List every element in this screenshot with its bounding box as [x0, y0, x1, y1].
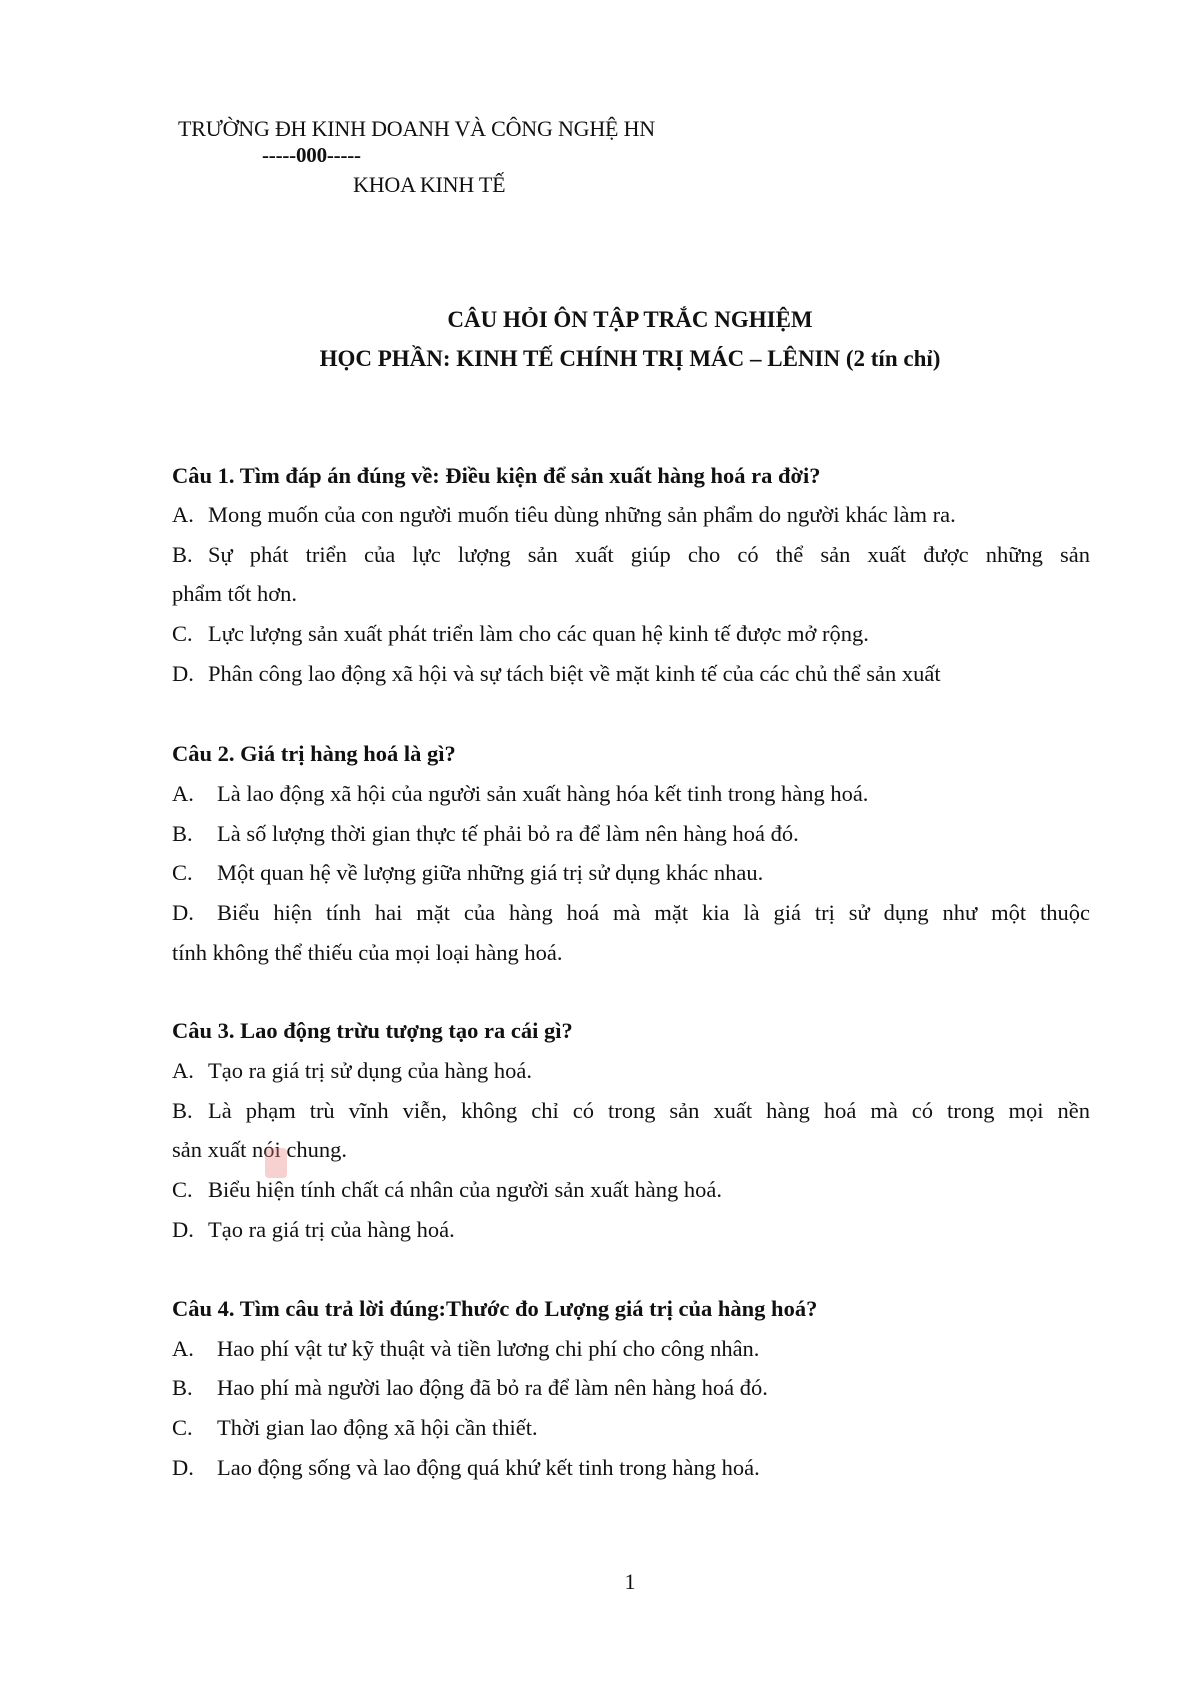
option-text: Biểu hiện tính hai mặt của hàng hoá mà mặt kia là giá trị sử dụng như một thuộc [217, 900, 1090, 925]
answer-highlight [172, 779, 868, 809]
option-text: Tạo ra giá trị của hàng hoá. [208, 1217, 455, 1242]
document-title: CÂU HỎI ÔN TẬP TRẮC NGHIỆM [447, 307, 813, 332]
answer-highlight [172, 659, 941, 689]
option-letter: B. [172, 821, 193, 846]
option-text: Sự phát triển của lực lượng sản xuất giúp cho có thể sản xuất được những sản [208, 542, 1090, 567]
question-3: Câu 3. Lao động trừu tượng tạo ra cái gì? [172, 1018, 573, 1043]
header-separator: -----000----- [262, 143, 361, 167]
option-letter: A. [172, 502, 194, 527]
option-letter: C. [172, 621, 193, 646]
page-number: 1 [624, 1569, 636, 1594]
option-text: Mong muốn của con người muốn tiêu dùng những sản phẩm do người khác làm ra. [208, 502, 956, 527]
option-text: Phân công lao động xã hội và sự tách biệt về mặt kinh tế của các chủ thể sản xuất [208, 661, 941, 686]
option-text: Là phạm trù vĩnh viễn, không chỉ có trong sản xuất hàng hoá mà có trong mọi nền [208, 1098, 1090, 1123]
option-text: Hao phí mà người lao động đã bỏ ra để làm nên hàng hoá đó. [217, 1375, 768, 1400]
q3-option-b [172, 1096, 1090, 1126]
answer-highlight [172, 1215, 455, 1245]
option-letter: D. [172, 900, 194, 925]
q3-option-b-continued: sản xuất nói chung. [172, 1137, 347, 1162]
q3-option-c [172, 1175, 1090, 1205]
option-letter: A. [172, 1336, 194, 1361]
q2-option-d-continued: tính không thể thiếu của mọi loại hàng hoá. [172, 940, 563, 965]
option-text: Lao động sống và lao động quá khứ kết tinh trong hàng hoá. [217, 1455, 760, 1480]
option-text: Biểu hiện tính chất cá nhân của người sản xuất hàng hoá. [208, 1177, 722, 1202]
option-letter: B. [172, 542, 193, 567]
option-text: Hao phí vật tư kỹ thuật và tiền lương chi phí cho công nhân. [217, 1336, 760, 1361]
option-letter: D. [172, 1455, 194, 1480]
q1-option-b-continued: phẩm tốt hơn. [172, 581, 298, 606]
stray-highlight-mark [265, 1148, 287, 1178]
question-2: Câu 2. Giá trị hàng hoá là gì? [172, 741, 456, 766]
q1-option-a [172, 500, 1090, 530]
option-letter: A. [172, 781, 194, 806]
option-letter: C. [172, 860, 193, 885]
option-text: Thời gian lao động xã hội cần thiết. [217, 1415, 538, 1440]
q4-option-c [172, 1413, 1090, 1443]
school-name: TRƯỜNG ĐH KINH DOANH VÀ CÔNG NGHỆ HN [178, 116, 655, 141]
option-letter: D. [172, 1217, 194, 1242]
question-4: Câu 4. Tìm câu trả lời đúng:Thước đo Lượng giá trị của hàng hoá? [172, 1296, 818, 1321]
q3-option-a [172, 1056, 1090, 1086]
answer-highlight [172, 1373, 768, 1403]
option-letter: B. [172, 1098, 193, 1123]
question-1: Câu 1. Tìm đáp án đúng về: Điều kiện để sản xuất hàng hoá ra đời? [172, 463, 821, 488]
option-text: Tạo ra giá trị sử dụng của hàng hoá. [208, 1058, 532, 1083]
q2-option-b [172, 819, 1090, 849]
q4-option-b [172, 1373, 1090, 1403]
q1-option-b [172, 540, 1090, 570]
q1-option-c [172, 619, 1090, 649]
option-letter: C. [172, 1177, 193, 1202]
q4-option-d [172, 1453, 1090, 1483]
option-letter: A. [172, 1058, 194, 1083]
option-letter: C. [172, 1415, 193, 1440]
q2-option-c [172, 858, 1090, 888]
option-letter: D. [172, 661, 194, 686]
q3-option-d [172, 1215, 1090, 1245]
option-letter: B. [172, 1375, 193, 1400]
q4-option-a [172, 1334, 1090, 1364]
option-text: Là lao động xã hội của người sản xuất hàng hóa kết tinh trong hàng hoá. [217, 781, 869, 806]
option-text: Một quan hệ về lượng giữa những giá trị sử dụng khác nhau. [217, 860, 764, 885]
q2-option-d [172, 898, 1090, 928]
option-text: Lực lượng sản xuất phát triển làm cho các quan hệ kinh tế được mở rộng. [208, 621, 869, 646]
q1-option-d [172, 659, 1090, 689]
faculty-name: KHOA KINH TẾ [353, 172, 506, 197]
course-title: HỌC PHẦN: KINH TẾ CHÍNH TRỊ MÁC – LÊNIN (2 tín chỉ) [319, 346, 941, 371]
option-text: Là số lượng thời gian thực tế phải bỏ ra để làm nên hàng hoá đó. [217, 821, 799, 846]
q2-option-a [172, 779, 1090, 809]
